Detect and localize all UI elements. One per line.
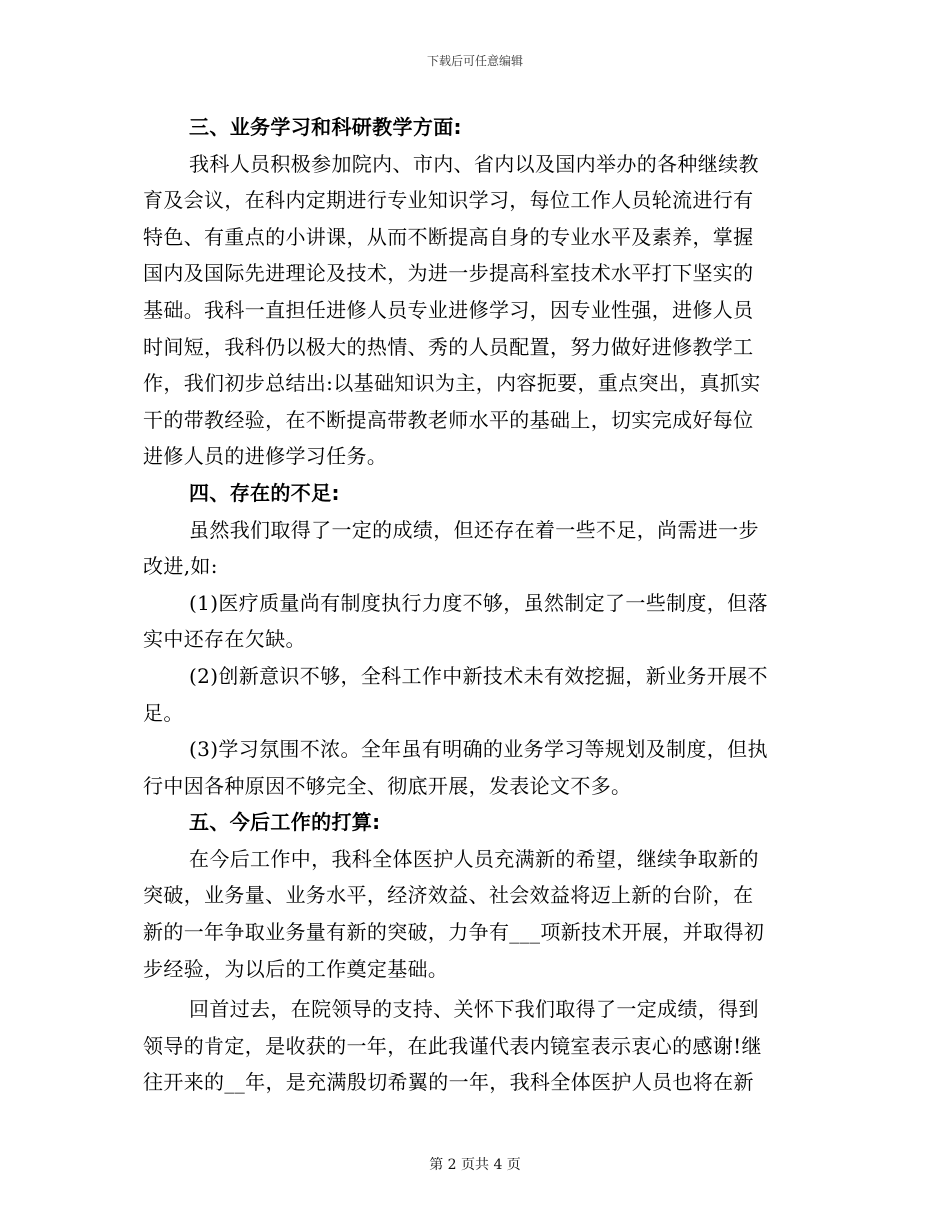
- text-line: 足。: [143, 700, 184, 725]
- text-line: 进修人员的进修学习任务。: [143, 444, 388, 469]
- text-line: 突破，业务量、业务水平，经济效益、社会效益将迈上新的台阶，在: [143, 883, 754, 908]
- text-line: (3)学习氛围不浓。全年虽有明确的业务学习等规划及制度，但执: [189, 737, 768, 762]
- text-line: 国内及国际先进理论及技术，为进一步提高科室技术水平打下坚实的: [143, 261, 754, 286]
- section-heading-4: 四、存在的不足:: [189, 480, 340, 505]
- document-body: [143, 109, 810, 1101]
- text-line: 育及会议，在科内定期进行专业知识学习，每位工作人员轮流进行有: [143, 188, 754, 213]
- text-line: 在今后工作中，我科全体医护人员充满新的希望，继续争取新的: [189, 846, 759, 871]
- text-line: 时间短，我科仍以极大的热情、秀的人员配置，努力做好进修教学工: [143, 334, 754, 359]
- text-line: 干的带教经验，在不断提高带教老师水平的基础上，切实完成好每位: [143, 407, 754, 432]
- page-footer: 第 2 页共 4 页: [429, 1157, 521, 1173]
- page-header: 下载后可任意编辑: [426, 54, 523, 68]
- text-line: 基础。我科一直担任进修人员专业进修学习，因专业性强，进修人员: [143, 297, 754, 322]
- text-line: 领导的肯定，是收获的一年，在此我谨代表内镜室表示衷心的感谢!继: [143, 1033, 762, 1058]
- text-line: 作，我们初步总结出:以基础知识为主，内容扼要，重点突出，真抓实: [143, 371, 761, 396]
- text-line: 改进,如:: [143, 554, 218, 579]
- text-line: 我科人员积极参加院内、市内、省内以及国内举办的各种继续教: [189, 151, 759, 176]
- text-line: (1)医疗质量尚有制度执行力度不够，虽然制定了一些制度，但落: [189, 590, 768, 615]
- text-line: 回首过去，在院领导的支持、关怀下我们取得了一定成绩，得到: [189, 997, 759, 1022]
- text-line: 步经验，为以后的工作奠定基础。: [143, 956, 449, 981]
- text-line: 新的一年争取业务量有新的突破，力争有___项新技术开展，并取得初: [143, 920, 765, 945]
- text-line: 特色、有重点的小讲课，从而不断提高自身的专业水平及素养，掌握: [143, 224, 754, 249]
- text-line: 实中还存在欠缺。: [143, 627, 306, 652]
- text-line: 行中因各种原因不够完全、彻底开展，发表论文不多。: [143, 773, 632, 798]
- section-heading-5: 五、今后工作的打算:: [189, 810, 381, 835]
- text-line: 往开来的__年，是充满殷切希翼的一年，我科全体医护人员也将在新: [143, 1070, 754, 1095]
- text-line: 虽然我们取得了一定的成绩，但还存在着一些不足，尚需进一步: [189, 517, 759, 542]
- text-line: (2)创新意识不够，全科工作中新技术未有效挖掘，新业务开展不: [189, 663, 768, 688]
- section-heading-3: 三、业务学习和科研教学方面:: [189, 115, 462, 139]
